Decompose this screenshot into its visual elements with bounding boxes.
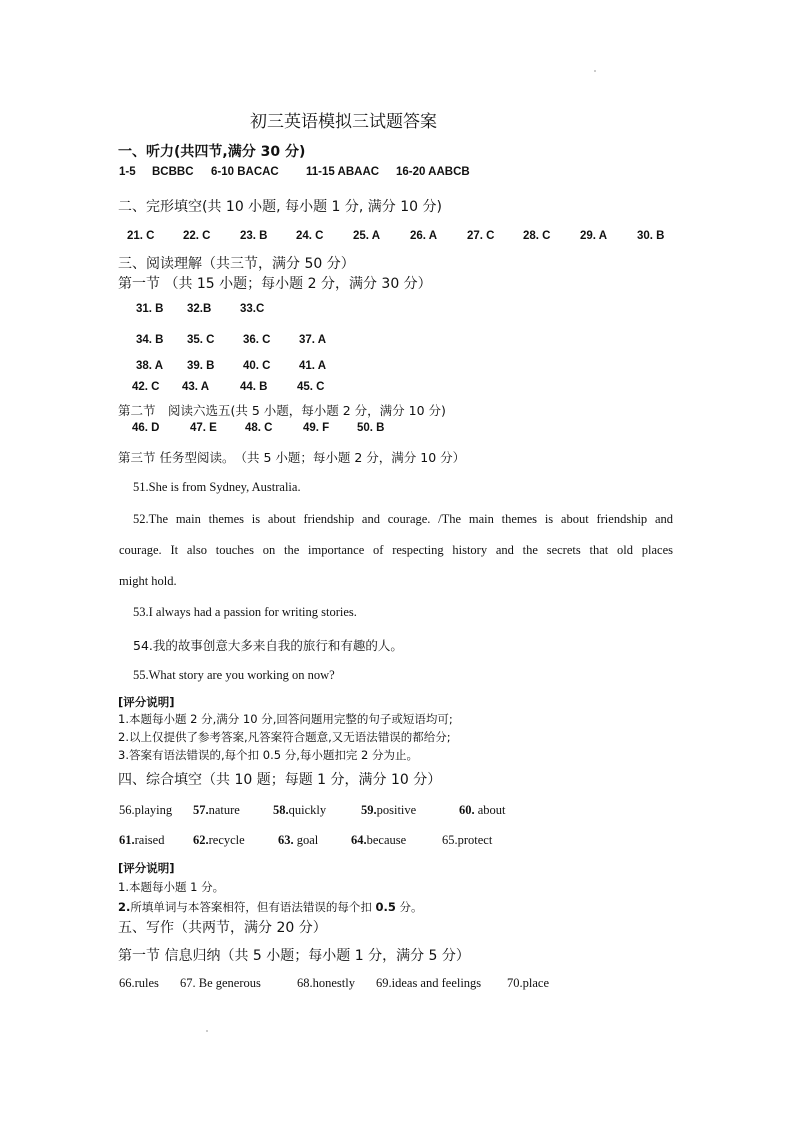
answer-52-line-2: courage. It also touches on the importance of respecting history and the secrets that old places — [119, 543, 673, 557]
scoring-notes-heading-2: [评分说明] — [118, 861, 175, 875]
answer-42: 42. C — [132, 381, 160, 393]
answer-34: 34. B — [136, 334, 164, 346]
answer-36: 36. C — [243, 334, 271, 346]
answer-52-line-1: 52.The main themes is about friendship and courage. /The main themes is about friendship and — [133, 512, 673, 526]
answer-23: 23. B — [240, 230, 268, 242]
answer-number: 61. — [119, 833, 135, 847]
answer-number: 64. — [351, 833, 367, 847]
answer-61 — [119, 833, 164, 848]
answer-49: 49. F — [303, 422, 330, 434]
answer-39: 39. B — [187, 360, 215, 372]
answer-25: 25. A — [353, 230, 381, 242]
answer-27: 27. C — [467, 230, 495, 242]
answer-62 — [193, 833, 245, 848]
answer-number: 62. — [193, 833, 209, 847]
answer-35: 35. C — [187, 334, 215, 346]
answer-26: 26. A — [410, 230, 438, 242]
section-5-part-1-heading: 第一节 信息归纳（共 5 小题；每小题 1 分，满分 5 分） — [118, 948, 470, 964]
answer-51: 51.She is from Sydney, Australia. — [133, 480, 301, 494]
answer-65: 65.protect — [442, 833, 493, 847]
section-5-heading: 五、写作（共两节，满分 20 分） — [118, 920, 327, 936]
answer-70: 70.place — [507, 976, 549, 990]
answer-66: 66.rules — [119, 976, 159, 990]
answer-word: positive — [376, 803, 417, 817]
note-number: 2. — [118, 900, 131, 914]
answer-21: 21. C — [127, 230, 155, 242]
answer-50: 50. B — [357, 422, 385, 434]
scoring-note-4-2 — [118, 899, 423, 915]
answer-11-15: 11-15 ABAAC — [306, 166, 380, 178]
answer-number: 63. — [278, 833, 294, 847]
answer-59 — [361, 803, 416, 818]
answer-67: 67. Be generous — [180, 976, 261, 990]
note-text-end: 分。 — [395, 900, 423, 914]
answer-word: because — [366, 833, 407, 847]
answer-64 — [351, 833, 406, 848]
answer-43: 43. A — [182, 381, 210, 393]
answer-41: 41. A — [299, 360, 327, 372]
answer-24: 24. C — [296, 230, 324, 242]
answer-48: 48. C — [245, 422, 273, 434]
answer-6-10: 6-10 BACAC — [211, 166, 279, 178]
section-3-heading: 三、阅读理解（共三节，满分 50 分） — [118, 256, 355, 272]
section-3-part-2-heading: 第二节 阅读六选五(共 5 小题，每小题 2 分，满分 10 分) — [118, 403, 446, 418]
scoring-note-2: 2.以上仅提供了参考答案,凡答案符合题意,又无语法错误的都给分; — [118, 730, 451, 744]
answer-word: quickly — [288, 803, 327, 817]
scan-speck — [206, 1030, 208, 1032]
answer-63 — [278, 833, 318, 848]
answer-60 — [459, 803, 506, 818]
answer-55: 55.What story are you working on now? — [133, 668, 335, 682]
answer-46: 46. D — [132, 422, 160, 434]
section-3-part-3-heading: 第三节 任务型阅读。 （共 5 小题；每小题 2 分，满分 10 分） — [118, 450, 466, 465]
answer-69: 69.ideas and feelings — [376, 976, 482, 990]
scoring-note-4-1: 1.本题每小题 1 分。 — [118, 880, 225, 894]
answer-word: raised — [134, 833, 165, 847]
answer-52-line-3: might hold. — [119, 574, 177, 588]
answer-22: 22. C — [183, 230, 211, 242]
answer-32: 32.B — [187, 303, 212, 315]
section-4-heading: 四、综合填空（共 10 题；每题 1 分，满分 10 分） — [118, 772, 442, 788]
answer-37: 37. A — [299, 334, 327, 346]
answer-31: 31. B — [136, 303, 164, 315]
answer-1-5-label: 1-5 — [119, 166, 136, 178]
answer-68: 68.honestly — [297, 976, 355, 990]
answer-word: goal — [293, 833, 319, 847]
answer-58 — [273, 803, 326, 818]
answer-number: 58. — [273, 803, 289, 817]
answer-53: 53.I always had a passion for writing stories. — [133, 605, 357, 619]
answer-44: 44. B — [240, 381, 268, 393]
note-text: 所填单词与本答案相符，但有语法错误的每个扣 — [130, 900, 376, 914]
answer-33: 33.C — [240, 303, 265, 315]
answer-word: recycle — [208, 833, 245, 847]
section-3-part-1-heading: 第一节 （共 15 小题；每小题 2 分，满分 30 分） — [118, 276, 432, 292]
answer-56 — [119, 803, 172, 818]
answer-word: playing — [134, 803, 173, 817]
answer-54: 54.我的故事创意大多来自我的旅行和有趣的人。 — [133, 638, 403, 653]
answer-38: 38. A — [136, 360, 164, 372]
section-2-heading: 二、完形填空(共 10 小题, 每小题 1 分, 满分 10 分) — [118, 199, 442, 215]
answer-number: 59. — [361, 803, 377, 817]
answer-1-5: BCBBC — [152, 166, 194, 178]
answer-16-20: 16-20 AABCB — [396, 166, 470, 178]
answer-number: 57. — [193, 803, 209, 817]
answer-30: 30. B — [637, 230, 665, 242]
scoring-note-3: 3.答案有语法错误的,每个扣 0.5 分,每小题扣完 2 分为止。 — [118, 748, 419, 762]
answer-45: 45. C — [297, 381, 325, 393]
answer-29: 29. A — [580, 230, 608, 242]
scoring-notes-heading: [评分说明] — [118, 695, 175, 709]
scoring-note-1: 1.本题每小题 2 分,满分 10 分,回答问题用完整的句子或短语均可; — [118, 712, 453, 726]
answer-word: about — [474, 803, 506, 817]
answer-57 — [193, 803, 240, 818]
scan-speck — [594, 70, 596, 72]
section-1-heading: 一、听力(共四节,满分 30 分) — [118, 144, 306, 160]
answer-47: 47. E — [190, 422, 217, 434]
answer-number: 60. — [459, 803, 475, 817]
note-value: 0.5 — [375, 900, 396, 914]
answer-40: 40. C — [243, 360, 271, 372]
answer-number: 56. — [119, 803, 135, 817]
page-title: 初三英语模拟三试题答案 — [250, 112, 437, 132]
answer-word: nature — [208, 803, 240, 817]
answer-28: 28. C — [523, 230, 551, 242]
